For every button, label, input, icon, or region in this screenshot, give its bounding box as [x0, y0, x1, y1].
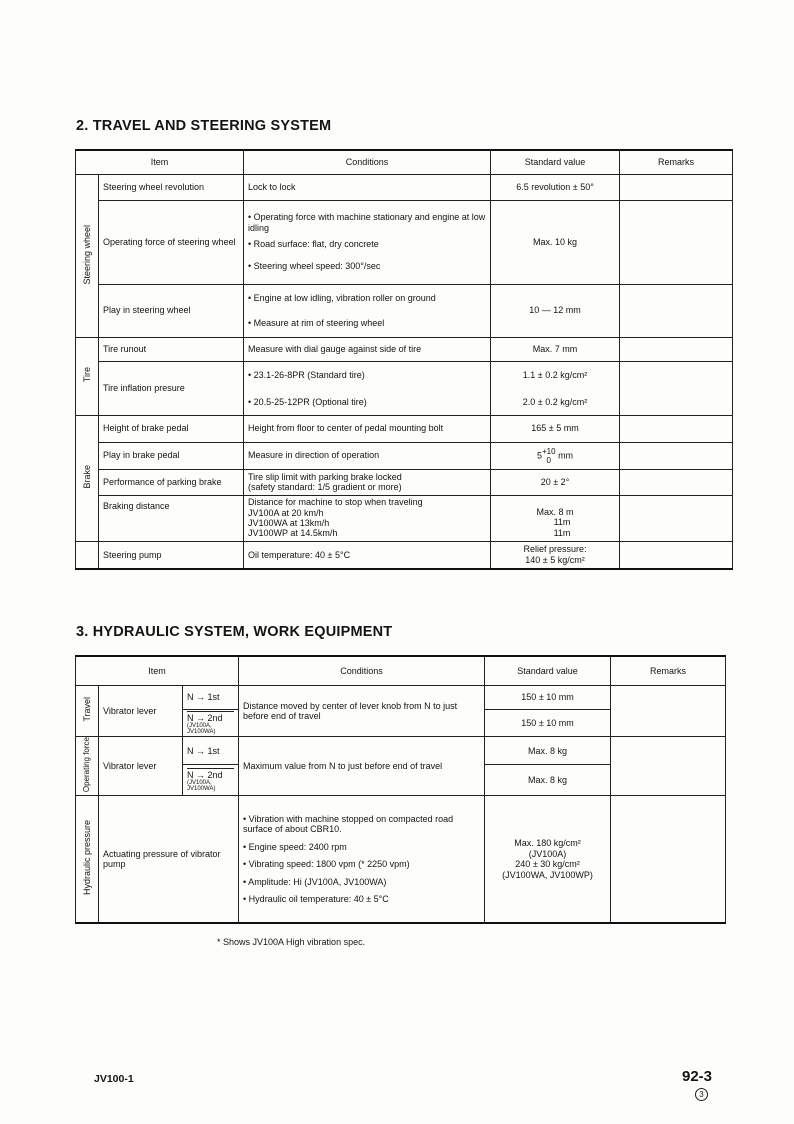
remarks-cell — [620, 200, 733, 284]
header-remarks: Remarks — [611, 656, 726, 685]
standard-cell: Max. 180 kg/cm² (JV100A) 240 ± 30 kg/cm² (JV100WA, JV100WP) — [485, 795, 611, 923]
condition-cell: • Vibration with machine stopped on compacted road surface of about CBR10. • Engine speed: 2400 rpm • Vibrating speed: 1800 vpm (* 2250 vpm) • Amplitude: Hi (JV100A, JV100WA) • Hydraulic oil temperature: 40 ± 5°C — [239, 795, 485, 923]
page-number: 92-3 — [682, 1068, 713, 1085]
condition-cell: Lock to lock — [244, 174, 491, 200]
group-label-travel: Travel — [76, 685, 99, 737]
lever-position-2nd: N → 2nd (JV100A, JV100WA) — [183, 709, 239, 737]
remarks-cell — [611, 795, 726, 923]
standard-cell: 2.0 ± 0.2 kg/cm² — [491, 389, 620, 415]
condition-cell: Measure in direction of operation — [244, 442, 491, 469]
remarks-cell — [620, 337, 733, 361]
remarks-cell — [611, 685, 726, 737]
table-row — [76, 469, 733, 495]
header-standard-value: Standard value — [485, 656, 611, 685]
header-conditions: Conditions — [239, 656, 485, 685]
table-header-row — [76, 656, 726, 685]
condition-cell: Measure with dial gauge against side of tire — [244, 337, 491, 361]
condition-cell: Height from floor to center of pedal mounting bolt — [244, 415, 491, 442]
model-number: JV100-1 — [94, 1073, 134, 1085]
item-cell: Height of brake pedal — [99, 415, 244, 442]
table-row — [76, 284, 733, 337]
group-label-steering: Steering wheel — [76, 174, 99, 337]
item-cell: Steering wheel revolution — [99, 174, 244, 200]
standard-cell: 150 ± 10 mm — [485, 709, 611, 737]
remarks-cell — [620, 174, 733, 200]
lever-position-1st: N → 1st — [183, 685, 239, 709]
standard-cell: 1.1 ± 0.2 kg/cm² — [491, 361, 620, 389]
standard-cell: Max. 8 kg — [485, 737, 611, 765]
standard-cell: Relief pressure: 140 ± 5 kg/cm² — [491, 541, 620, 569]
item-cell: Play in brake pedal — [99, 442, 244, 469]
condition-cell: Oil temperature: 40 ± 5°C — [244, 541, 491, 569]
item-cell: Braking distance — [99, 495, 244, 541]
remarks-cell — [620, 284, 733, 337]
condition-cell: Distance for machine to stop when traveling JV100A at 20 km/h JV100WA at 13km/h JV100WP at 14.5km/h — [244, 495, 491, 541]
condition-cell: • 20.5-25-12PR (Optional tire) — [244, 389, 491, 415]
travel-steering-table — [75, 149, 733, 570]
table-row — [76, 737, 726, 765]
standard-cell: 150 ± 10 mm — [485, 685, 611, 709]
standard-cell: Max. 10 kg — [491, 200, 620, 284]
remarks-cell — [620, 469, 733, 495]
table-row — [76, 685, 726, 709]
standard-cell: 165 ± 5 mm — [491, 415, 620, 442]
remarks-cell — [620, 415, 733, 442]
item-cell: Play in steering wheel — [99, 284, 244, 337]
section-title-hydraulic: 3. HYDRAULIC SYSTEM, WORK EQUIPMENT — [76, 624, 393, 640]
item-cell: Vibrator lever — [99, 737, 183, 795]
hydraulic-table — [75, 655, 726, 924]
table-header-row — [76, 150, 733, 174]
header-conditions: Conditions — [244, 150, 491, 174]
lever-position-1st: N → 1st — [183, 737, 239, 765]
table-row — [76, 200, 733, 284]
item-cell: Actuating pressure of vibrator pump — [99, 795, 239, 923]
footnote: * Shows JV100A High vibration spec. — [217, 937, 366, 947]
group-label-operating-force: Operating force — [76, 737, 99, 795]
group-label-hydraulic-pressure: Hydraulic pressure — [76, 795, 99, 923]
condition-cell: • Engine at low idling, vibration roller on ground • Measure at rim of steering wheel — [244, 284, 491, 337]
table-row — [76, 442, 733, 469]
condition-cell: Maximum value from N to just before end of travel — [239, 737, 485, 795]
item-cell: Performance of parking brake — [99, 469, 244, 495]
standard-cell: Max. 8 m 11m 11m — [491, 495, 620, 541]
header-standard-value: Standard value — [491, 150, 620, 174]
table-row — [76, 541, 733, 569]
header-item: Item — [76, 150, 244, 174]
standard-cell: 6.5 revolution ± 50° — [491, 174, 620, 200]
standard-cell: 10 — 12 mm — [491, 284, 620, 337]
condition-cell: Tire slip limit with parking brake locked (safety standard: 1/5 gradient or more) — [244, 469, 491, 495]
group-label-brake: Brake — [76, 415, 99, 541]
standard-cell: 5 +10 0 mm — [491, 442, 620, 469]
standard-cell: Max. 7 mm — [491, 337, 620, 361]
condition-cell: • 23.1-26-8PR (Standard tire) — [244, 361, 491, 389]
item-cell: Operating force of steering wheel — [99, 200, 244, 284]
remarks-cell — [620, 541, 733, 569]
remarks-cell — [620, 361, 733, 415]
condition-cell: Distance moved by center of lever knob from N to just before end of travel — [239, 685, 485, 737]
item-cell: Vibrator lever — [99, 685, 183, 737]
section-title-travel-steering: 2. TRAVEL AND STEERING SYSTEM — [76, 118, 332, 134]
table-row — [76, 795, 726, 923]
table-row — [76, 415, 733, 442]
header-item: Item — [76, 656, 239, 685]
lever-position-2nd: N → 2nd (JV100A, JV100WA) — [183, 765, 239, 796]
table-row — [76, 337, 733, 361]
revision-mark: 3 — [695, 1088, 708, 1101]
remarks-cell — [620, 442, 733, 469]
remarks-cell — [611, 737, 726, 795]
item-cell: Tire runout — [99, 337, 244, 361]
table-row — [76, 174, 733, 200]
standard-cell: 20 ± 2° — [491, 469, 620, 495]
item-cell: Steering pump — [99, 541, 244, 569]
group-empty-cell — [76, 541, 99, 569]
group-label-tire: Tire — [76, 337, 99, 415]
table-row — [76, 361, 733, 389]
item-cell: Tire inflation presure — [99, 361, 244, 415]
remarks-cell — [620, 495, 733, 541]
standard-cell: Max. 8 kg — [485, 765, 611, 796]
table-row — [76, 495, 733, 541]
header-remarks: Remarks — [620, 150, 733, 174]
condition-cell: • Operating force with machine stationary and engine at low idling • Road surface: flat, dry concrete • Steering wheel speed: 300°/sec — [244, 200, 491, 284]
